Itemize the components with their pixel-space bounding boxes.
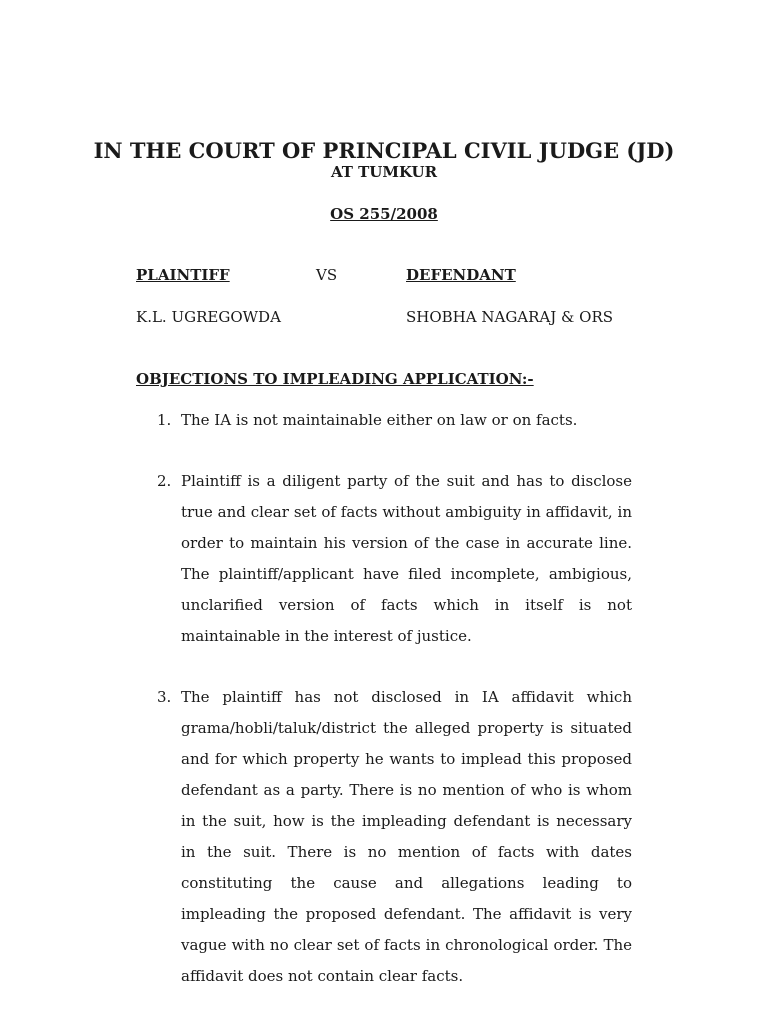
plaintiff-label: PLAINTIFF xyxy=(136,266,230,284)
court-location: AT TUMKUR xyxy=(330,163,438,181)
objection-number: 3. xyxy=(157,688,172,706)
objection-text: The IA is not maintainable either on law or on facts. xyxy=(181,411,578,429)
objection-number: 1. xyxy=(157,411,172,429)
plaintiff-name: K.L. UGREGOWDA xyxy=(136,308,281,326)
defendant-label: DEFENDANT xyxy=(406,266,516,284)
defendant-name: SHOBHA NAGARAJ & ORS xyxy=(406,308,614,326)
objection-text: The plaintiff has not disclosed in IA affidavit which grama/hobli/taluk/district the alleged property is situated and for which property he wants to implead this proposed defendant as a party. There is no mention of who is whom in the suit, how is the impleading defendant is necessary in the suit. There is no mention of facts with dates constituting the cause and allegations leading to impleading the proposed defendant. The affidavit is very vague with no clear set of facts in chronological order. The affidavit does not contain clear facts. xyxy=(181,688,632,985)
objection-number: 2. xyxy=(157,472,172,490)
objection-item-2 xyxy=(157,466,632,652)
objection-item-1 xyxy=(157,405,632,436)
court-title: IN THE COURT OF PRINCIPAL CIVIL JUDGE (JD) xyxy=(93,138,675,163)
versus-label: VS xyxy=(316,266,338,284)
objection-item-3 xyxy=(157,682,632,992)
case-number: OS 255/2008 xyxy=(330,205,438,223)
objections-heading: OBJECTIONS TO IMPLEADING APPLICATION:- xyxy=(136,370,534,388)
objection-text: Plaintiff is a diligent party of the suit and has to disclose true and clear set of facts without ambiguity in affidavit, in order to maintain his version of the case in accurate line. The plaintiff/applicant have filed incomplete, ambigious, unclarified version of facts which in itself is not maintainable in the interest of justice. xyxy=(181,472,632,645)
